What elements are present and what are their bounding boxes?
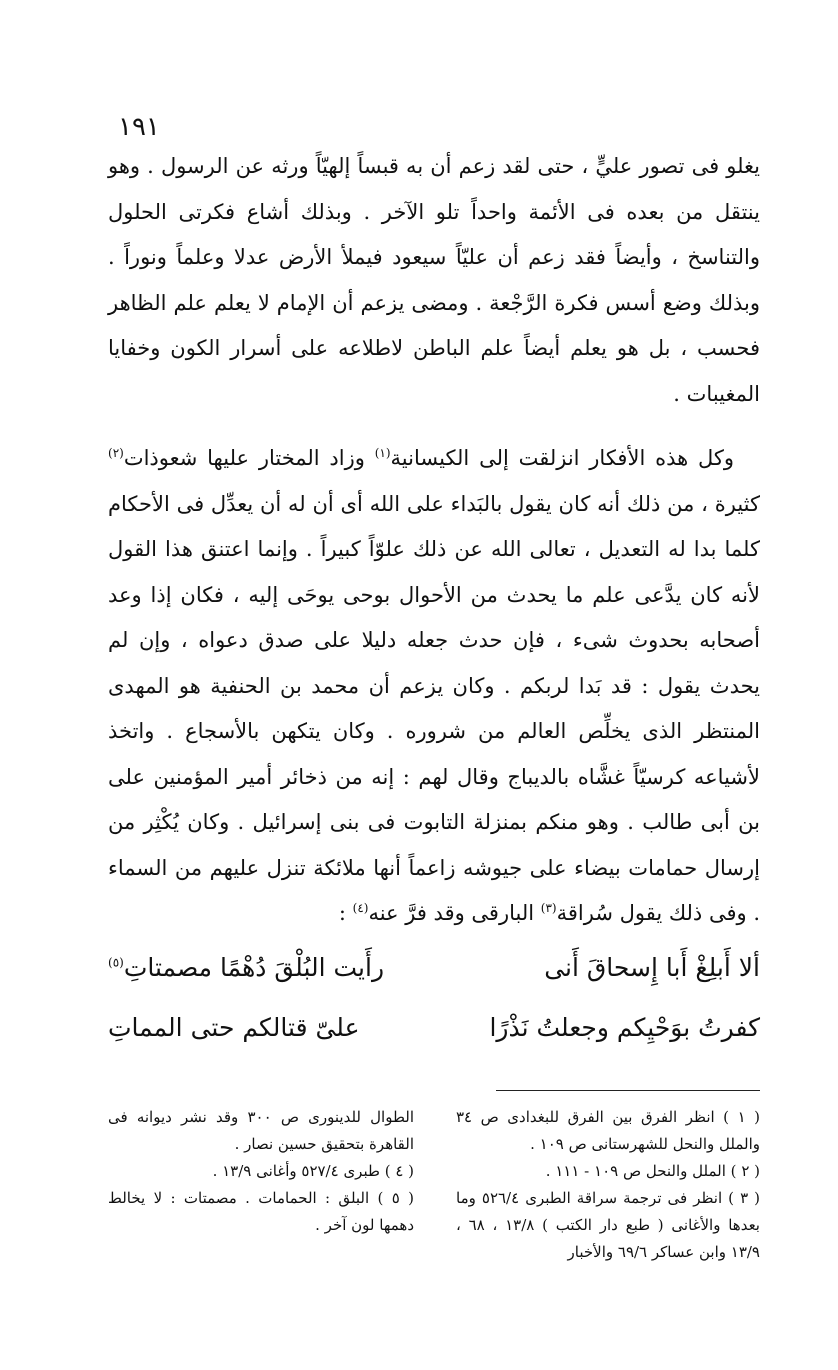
paragraph-2-part-c: كثيرة ، من ذلك أنه كان يقول بالبَداء على الله أى أن له أن يعدِّل فى الأحكام كلما بدا له التعديل ، تعالى الله عن ذلك علوّاً كبيراً . وإنما اعتنق هذا القول لأنه كان يدَّعى علم ما يحدث من الأحوال بوحى يوحَى إليه ، فكان إذا وعد أصحابه بحدوث شىء ، فإن حدث جعله دليلا على صدق دعواه ، وإن لم يحدث يقول : قد بَدا لربكم . وكان يزعم أن محمد بن الحنفية هو المهدى المنتظر الذى يخلِّص العالم من شروره . وكان يتكهن بالأسجاع . واتخذ لأشياعه كرسيّاً غشَّاه بالديباج وقال لهم : إنه من ذخائر أمير المؤمنين على بن أبى طالب . وهو منكم بمنزلة التابوت فى بنى إسرائيل . وكان يُكْثِر من إرسال حمامات بيضاء على جيوشه زاعماً أنها ملائكة تنزل عليهم من السماء . وفى ذلك يقول سُراقة bbox=[108, 491, 760, 925]
footnote-3-continued: الطوال للدينورى ص ٣٠٠ وقد نشر ديوانه فى القاهرة بتحقيق حسين نصار . bbox=[108, 1108, 415, 1153]
footnote-2: ( ٢ ) الملل والنحل ص ١٠٩ - ١١١ . bbox=[545, 1162, 760, 1180]
footnote-1: ( ١ ) انظر الفرق بين الفرق للبغدادى ص ٣٤ والملل والنحل للشهرستانى ص ١٠٩ . bbox=[456, 1108, 760, 1153]
paragraph-2-part-a: وكل هذه الأفكار انزلقت إلى الكيسانية bbox=[390, 446, 735, 470]
verse-line-1 bbox=[108, 938, 760, 998]
footnotes-right-column bbox=[456, 1104, 760, 1266]
footnote-3: ( ٣ ) انظر فى ترجمة سراقة الطبرى ٥٢٦/٤ وما بعدها والأغانى ( طبع دار الكتب ) ١٣/٨ ، ٦٨ ، ١٣/٩ وابن عساكر ٦٩/٦ والأخبار bbox=[456, 1189, 761, 1261]
footnote-4: ( ٤ ) طبرى ٥٢٧/٤ وأغانى ١٣/٩ . bbox=[212, 1162, 414, 1180]
paragraph-1: يغلو فى تصور عليٍّ ، حتى لقد زعم أن به قبساً إلهيّاً ورثه عن الرسول . وهو ينتقل من بعده فى الأئمة واحداً تلو الآخر . وبذلك أشاع فكرتى الحلول والتناسخ ، وأيضاً فقد زعم أن عليّاً سيعود فيملأ الأرض عدلا وعلماً ونوراً . وبذلك وضع أسس فكرة الرَّجْعة . ومضى يزعم أن الإمام لا يعلم علم الظاهر فحسب ، بل هو يعلم أيضاً علم الباطن لاطلاعه على أسرار الكون وخفايا المغيبات . bbox=[108, 154, 760, 406]
paragraph-2-part-e: : bbox=[338, 901, 353, 925]
footnotes-left-column bbox=[108, 1104, 414, 1239]
footnote-ref-4: (٤) bbox=[352, 901, 369, 915]
footnote-5: ( ٥ ) البلق : الحمامات . مصمتات : لا يخالط دهمها لون آخر . bbox=[108, 1189, 414, 1234]
footnote-ref-5: (٥) bbox=[108, 955, 124, 970]
verse-1-second-hemistich-text: رأَيت البُلْقَ دُهْمًا مصمتاتِ bbox=[123, 953, 385, 982]
paragraph-2-part-d: البارقى وقد فرَّ عنه bbox=[368, 901, 541, 925]
paragraph-2 bbox=[108, 436, 760, 937]
footnote-ref-2: (٢) bbox=[108, 446, 124, 460]
verse-line-2 bbox=[108, 998, 760, 1058]
verse-2-second-hemistich: علىّ قتالكم حتى المماتِ bbox=[108, 1013, 360, 1042]
footnote-divider bbox=[496, 1090, 760, 1091]
page-number: ١٩١ bbox=[118, 112, 160, 142]
footnote-ref-1: (١) bbox=[374, 446, 391, 460]
paragraph-2-part-b: وزاد المختار عليها شعوذات bbox=[123, 446, 375, 470]
footnote-ref-3: (٣) bbox=[540, 901, 557, 915]
verse-2-first-hemistich: كفرتُ بوَحْيِكم وجعلتُ نَذْرًا bbox=[489, 1013, 760, 1042]
verse-1-second-hemistich bbox=[108, 938, 438, 998]
verse-1-first-hemistich: ألا أَبلِغْ أَبا إِسحاقَ أَنى bbox=[544, 953, 760, 982]
